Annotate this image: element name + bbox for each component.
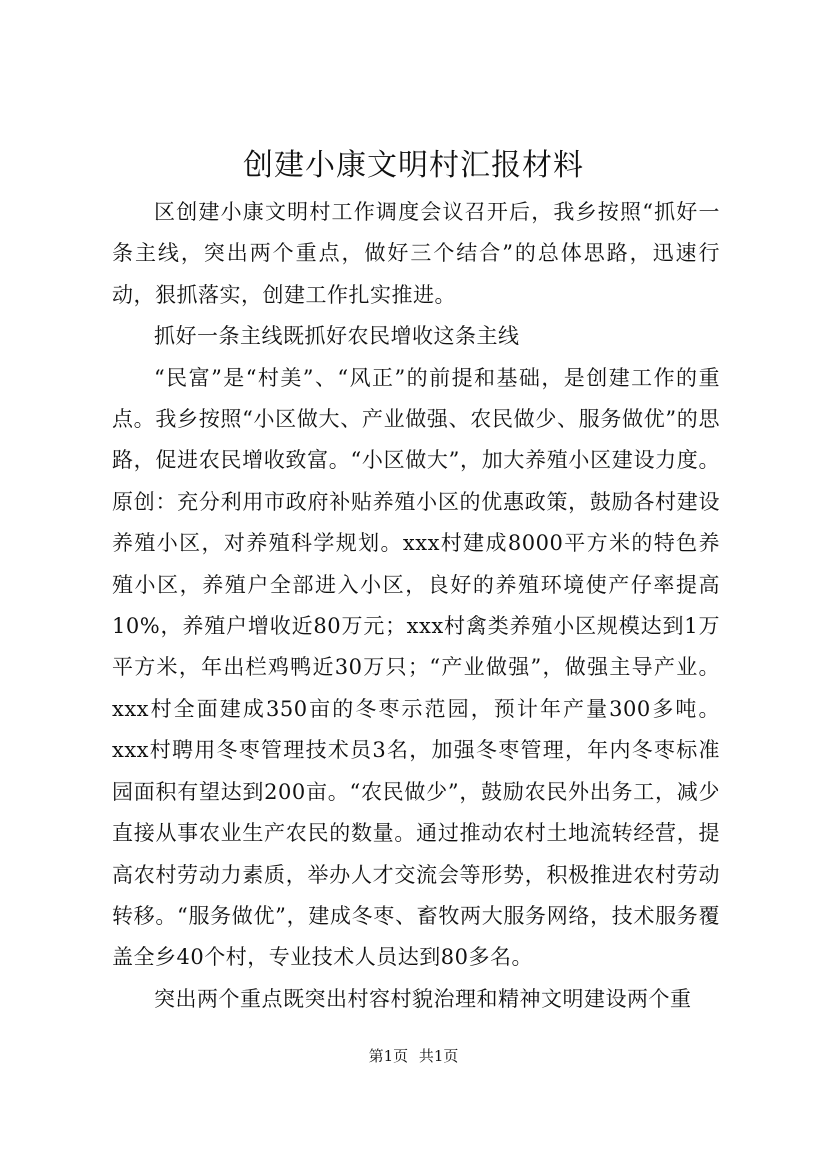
page-footer [0,1046,827,1066]
paragraph-section-heading-2: 突出两个重点既突出村容村貌治理和精神文明建设两个重 [154,986,692,1011]
paragraph-intro: 区创建小康文明村工作调度会议召开后，我乡按照“抓好一条主线，突出两个重点，做好三个结合”的总体思路，迅速行动，狠抓落实，创建工作扎实推进。 [112,200,720,307]
paragraph-section-heading-1: 抓好一条主线既抓好农民增收这条主线 [154,324,520,349]
document-body [112,192,720,1020]
page-number-total: 共1页 [418,1047,459,1065]
paragraph-income: “民富”是“村美”、“风正”的前提和基础，是创建工作的重点。我乡按照“小区做大、产业做强、农民做少、服务做优”的思路，促进农民增收致富。“小区做大”，加大养殖小区建设力度。原创：充分利用市政府补贴养殖小区的优惠政策，鼓励各村建设养殖小区，对养殖科学规划。xxx村建成8000平方米的特色养殖小区，养殖户全部进入小区，良好的养殖环境使产仔率提高10%，养殖户增收近80万元；xxx村禽类养殖小区规模达到1万平方米，年出栏鸡鸭近30万只；“产业做强”，做强主导产业。xxx村全面建成350亩的冬枣示范园，预计年产量300多吨。xxx村聘用冬枣管理技术员3名，加强冬枣管理，年内冬枣标准园面积有望达到200亩。“农民做少”，鼓励农民外出务工，减少直接从事农业生产农民的数量。通过推动农村土地流转经营，提高农村劳动力素质，举办人才交流会等形势，积极推进农村劳动转移。“服务做优”，建成冬枣、畜牧两大服务网络，技术服务覆盖全乡40个村，专业技术人员达到80多名。 [112,365,720,970]
document-title: 创建小康文明村汇报材料 [243,148,584,183]
page-number-current: 第1页 [368,1047,409,1065]
